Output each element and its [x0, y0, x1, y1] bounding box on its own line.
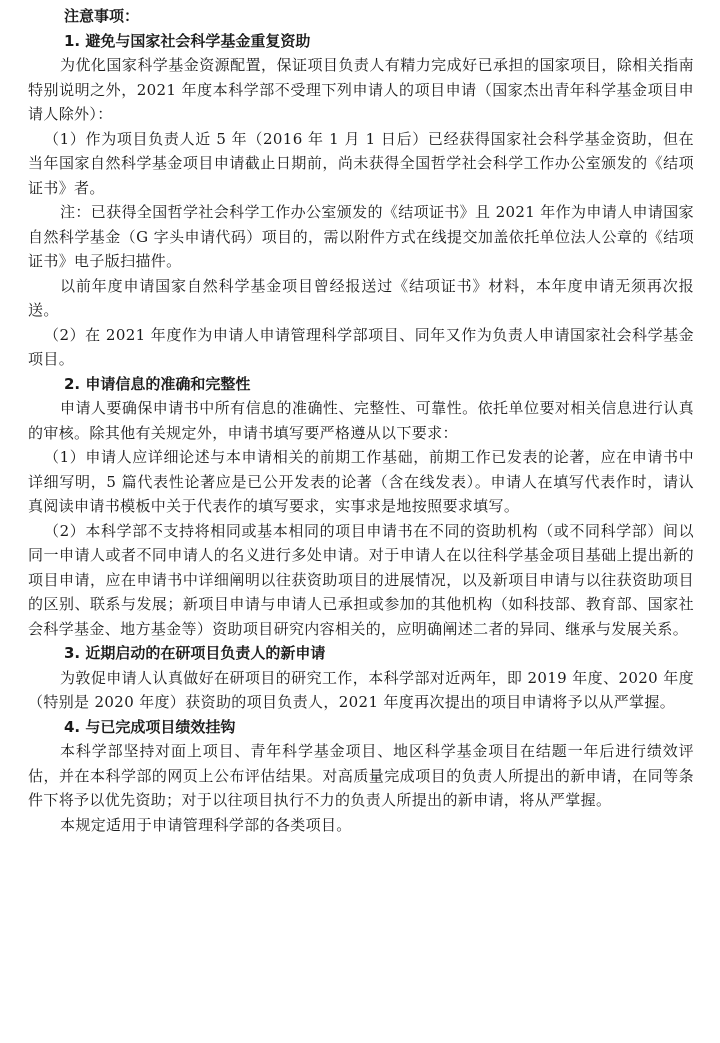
paragraph: 本规定适用于申请管理科学部的各类项目。	[60, 815, 352, 834]
section-2	[28, 372, 694, 642]
section-title: 3. 近期启动的在研项目负责人的新申请	[64, 644, 326, 662]
section-4	[28, 715, 694, 838]
paragraph: （2）本科学部不支持将相同或基本相同的项目申请书在不同的资助机构（或不同科学部）间以同一申请人或者不同申请人的名义进行多处申请。对于申请人在以往科学基金项目基础上提出新的项目申请，应在申请书中详细阐明以往获资助项目的进展情况，以及新项目申请与以往获资助项目的区别、联系与发展；新项目申请与申请人已承担或参加的其他机构（如科技部、教育部、国家社会科学基金、地方基金等）资助项目研究内容相关的，应明确阐述二者的异同、继承与发展关系。	[28, 521, 694, 638]
paragraph: 注：已获得全国哲学社会科学工作办公室颁发的《结项证书》且 2021 年作为申请人申请国家自然科学基金（G 字头申请代码）项目的，需以附件方式在线提交加盖依托单位法人公章的《结项证书》电子版扫描件。	[28, 203, 694, 270]
section-title: 1. 避免与国家社会科学基金重复资助	[64, 31, 311, 50]
paragraph: 申请人要确保申请书中所有信息的准确性、完整性、可靠性。依托单位要对相关信息进行认真的审核。除其他有关规定外，申请书填写要严格遵从以下要求：	[28, 399, 694, 442]
paragraph: （2）在 2021 年度作为申请人申请管理科学部项目、同年又作为负责人申请国家社会科学基金项目。	[28, 325, 694, 368]
notice-heading: 注意事项：	[64, 7, 140, 25]
paragraph: （1）申请人应详细论述与本申请相关的前期工作基础，前期工作已发表的论著，应在申请书中详细写明，5 篇代表性论著应是已公开发表的论著（含在线发表）。申请人在填写代表作时，请认真阅读申请书模板中关于代表作的填写要求，实事求是地按照要求填写。	[28, 448, 694, 515]
paragraph: （1）作为项目负责人近 5 年（2016 年 1 月 1 日后）已经获得国家社会科学基金资助，但在当年国家自然科学基金项目申请截止日期前，尚未获得全国哲学社会科学工作办公室颁发的《结项证书》者。	[28, 129, 694, 197]
paragraph: 为敦促申请人认真做好在研项目的研究工作，本科学部对近两年，即 2019 年度、2020 年度（特别是 2020 年度）获资助的项目负责人，2021 年度再次提出的项目申请将予以从严掌握。	[28, 668, 694, 711]
paragraph: 本科学部坚持对面上项目、青年科学基金项目、地区科学基金项目在结题一年后进行绩效评估，并在本科学部的网页上公布评估结果。对高质量完成项目的负责人所提出的新申请，在同等条件下将予以优先资助；对于以往项目执行不力的负责人所提出的新申请，将从严掌握。	[28, 742, 694, 809]
paragraph: 以前年度申请国家自然科学基金项目曾经报送过《结项证书》材料，本年度申请无须再次报送。	[28, 276, 694, 319]
paragraph: 为优化国家科学基金资源配置，保证项目负责人有精力完成好已承担的国家项目，除相关指南特别说明之外，2021 年度本科学部不受理下列申请人的项目申请（国家杰出青年科学基金项目申请人除外）：	[28, 56, 694, 123]
section-title: 2. 申请信息的准确和完整性	[64, 374, 251, 393]
section-title: 4. 与已完成项目绩效挂钩	[64, 717, 236, 736]
section-3	[28, 641, 694, 715]
section-1	[28, 29, 694, 372]
